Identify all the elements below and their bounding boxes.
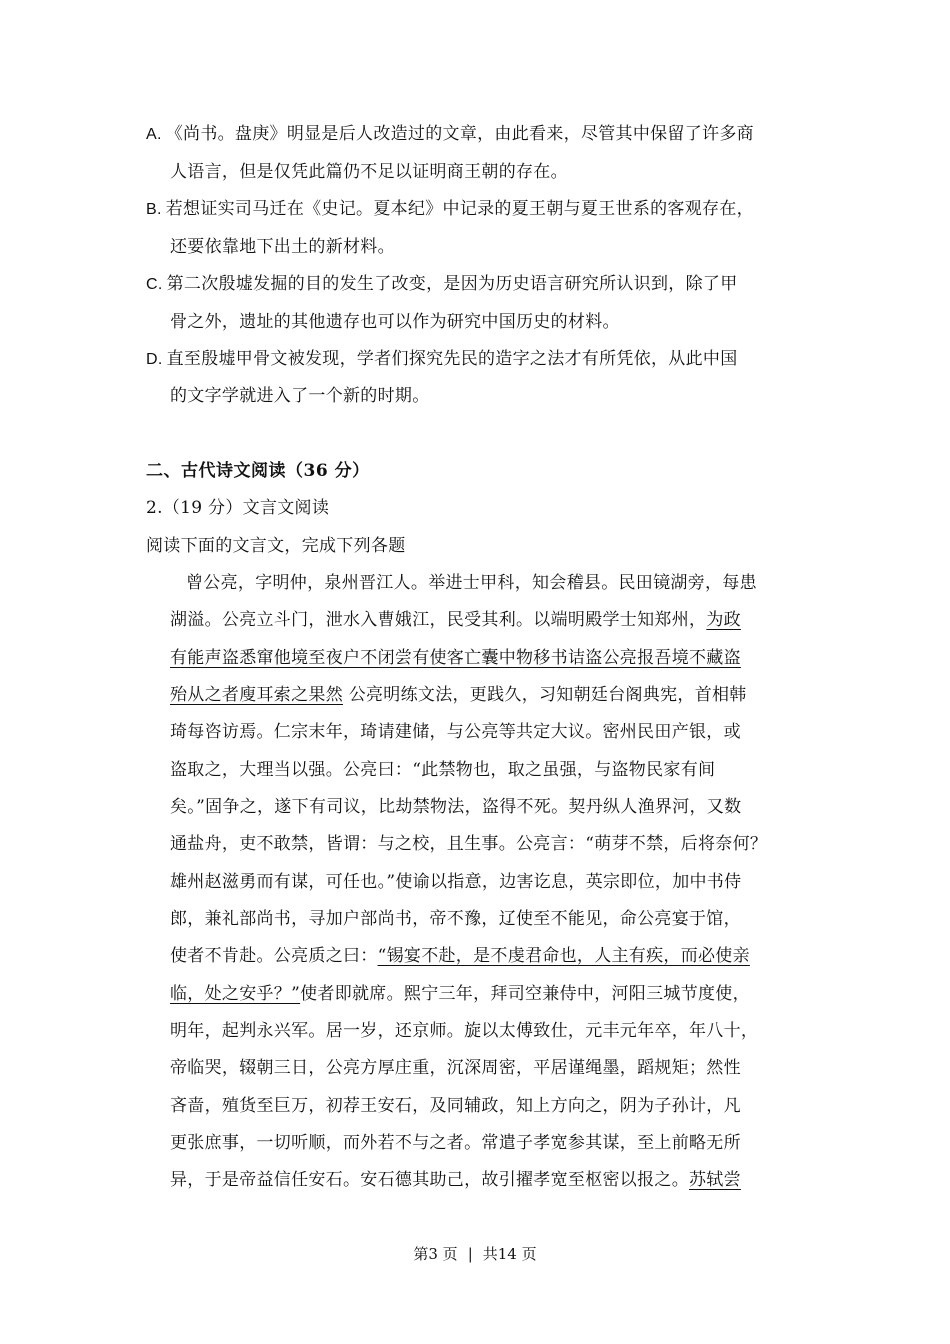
page-total: 共14 页 [482,1245,537,1263]
passage-line-13: 明年，起判永兴军。居一岁，还京师。旋以太傅致仕，元丰元年卒，年八十， [170,1021,759,1041]
passage-text: 公亮明练文法，更践久，习知朝廷台阁典宪，首相韩 [343,685,747,705]
passage-line-7: 矣。”固争之，遂下有司议，比劫禁物法，盗得不死。契丹纵人渔界河，又数 [170,797,742,817]
option-b-line2: 还要依靠地下出土的新材料。 [170,237,395,257]
footer-separator: | [467,1245,473,1263]
passage-line-5: 琦每咨访焉。仁宗末年，琦请建储，与公亮等共定大议。密州民田产银，或 [170,722,741,742]
option-d-text: 直至殷墟甲骨文被发现，学者们探究先民的造字之法才有所凭依，从此中国 [166,349,738,369]
question-instruction: 阅读下面的文言文，完成下列各题 [146,536,406,556]
passage-line-6: 盗取之，大理当以强。公亮曰：“此禁物也，取之虽强，与盗物民家有间 [170,760,716,780]
page-footer [0,1244,950,1264]
passage-line-16: 更张庶事，一切听顺，而外若不与之者。常遣子孝宽参其谋，至上前略无所 [170,1133,741,1153]
option-c-line2: 骨之外，遗址的其他遗存也可以作为研究中国历史的材料。 [170,312,620,332]
passage-text: 湖溢。公亮立斗门，泄水入曹娥江，民受其利。以端明殿学士知郑州， [170,610,707,630]
option-d-line2: 的文字学就进入了一个新的时期。 [170,386,430,406]
passage-text: 使者即就席。熙宁三年，拜司空兼侍中，河阳三城节度使， [300,984,750,1004]
option-d-line1 [146,347,738,372]
passage-line-10: 郎，兼礼部尚书，寻加户部尚书，帝不豫，辽使至不能见，命公亮宴于馆， [170,909,741,929]
passage-line-9: 雄州赵滋勇而有谋，可任也。”使谕以指意，边害讫息，英宗即位，加中书侍 [170,872,742,892]
passage-line-12 [170,982,750,1006]
passage-line-15: 吝啬，殖货至巨万，初荐王安石，及同辅政，知上方向之，阴为子孙计，凡 [170,1096,741,1116]
option-a-letter: A. [146,126,162,143]
underlined-sentence: 殆从之者廋耳索之果然 [170,685,343,705]
option-b-text: 若想证实司马迁在《史记。夏本纪》中记录的夏王朝与夏王世系的客观存在， [165,199,754,219]
underlined-sentence: “锡宴不赴，是不虔君命也，人主有疾，而必使亲 [377,946,750,966]
option-a-line2: 人语言，但是仅凭此篇仍不足以证明商王朝的存在。 [170,162,568,182]
underlined-sentence: 临，处之安乎？” [170,984,301,1004]
passage-line-3: 有能声盗悉窜他境至夜户不闭尝有使客亡囊中物移书诘盗公亮报吾境不藏盗 [170,648,741,668]
passage-line-2 [170,608,741,632]
passage-line-14: 帝临哭，辍朝三日，公亮方厚庄重，沉深周密，平居谨绳墨，蹈规矩；然性 [170,1058,741,1078]
section-title: 二、古代诗文阅读（36 分） [146,461,370,481]
page-number: 第3 页 [413,1245,458,1263]
option-b-letter: B. [146,201,162,218]
option-c-letter: C. [146,276,163,293]
underlined-sentence: 为政 [706,610,741,630]
option-d-letter: D. [146,351,163,368]
passage-text: 使者不肯赴。公亮质之曰： [170,946,378,966]
passage-line-8: 通盐舟，吏不敢禁，皆谓：与之校，且生事。公亮言：“萌芽不禁，后将奈何？ [170,834,768,854]
passage-line-17 [170,1168,741,1192]
passage-line-1: 曾公亮，字明仲，泉州晋江人。举进士甲科，知会稽县。民田镜湖旁，每患 [186,573,757,593]
underlined-sentence: 苏轼尝 [689,1170,741,1190]
option-b-line1 [146,197,754,222]
option-a-text: 《尚书。盘庚》明显是后人改造过的文章，由此看来，尽管其中保留了许多商 [165,124,754,144]
option-a-line1 [146,122,754,147]
option-c-line1 [146,272,738,297]
question-header: 2.（19 分）文言文阅读 [146,498,330,518]
passage-line-11 [170,944,750,968]
option-c-text: 第二次殷墟发掘的目的发生了改变，是因为历史语言研究所认识到，除了甲 [166,274,738,294]
passage-line-4 [170,683,747,707]
passage-text: 异，于是帝益信任安石。安石德其助己，故引擢孝宽至枢密以报之。 [170,1170,689,1190]
